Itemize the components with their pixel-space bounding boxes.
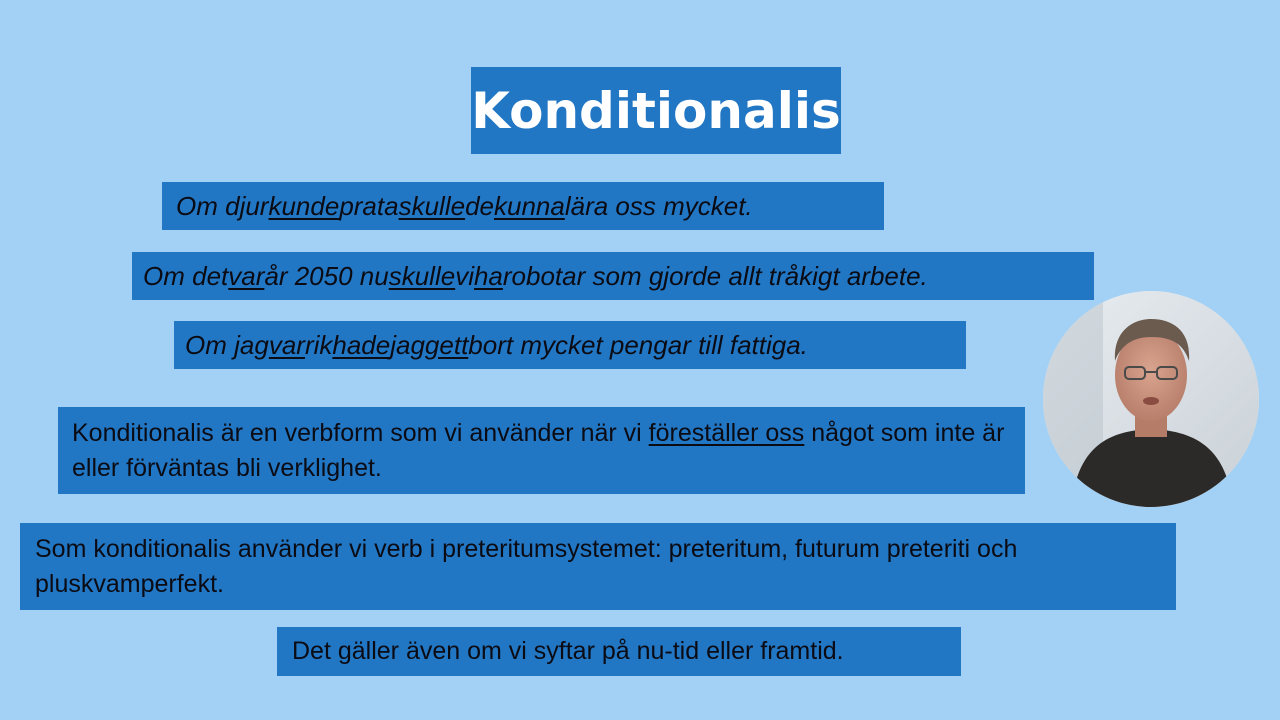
rule-paragraph: Som konditionalis använder vi verb i preteritumsystemet: preteritum, futurum preteriti och pluskvamperfekt. [20, 523, 1176, 610]
definition-after: något som inte är eller förväntas bli verklighet. [72, 419, 1005, 482]
example-2-part-6: robotar som gjorde allt tråkigt arbete. [502, 260, 928, 291]
example-3-part-6: bort mycket pengar till fattiga. [468, 329, 808, 360]
example-3-verb-var: var [268, 329, 305, 360]
example-1-verb-kunde: kunde [268, 190, 340, 221]
example-3-verb-gett: gett [424, 329, 469, 360]
presenter-webcam-avatar [1043, 291, 1259, 507]
example-3-part-0: Om jag [185, 329, 269, 360]
presenter-silhouette-icon [1043, 291, 1259, 507]
definition-paragraph [58, 407, 1025, 494]
example-1-verb-skulle: skulle [398, 190, 466, 221]
example-3-verb-hade: hade [332, 329, 391, 360]
example-2-verb-ha: ha [473, 260, 503, 291]
example-2-part-0: Om det [143, 260, 229, 291]
example-2-part-2: år 2050 nu [264, 260, 389, 291]
definition-before: Konditionalis är en verbform som vi använder när vi [72, 419, 649, 447]
example-2-verb-var: var [228, 260, 265, 291]
example-1-part-6: lära oss mycket. [564, 190, 753, 221]
example-sentence-1 [162, 182, 884, 230]
example-sentence-3 [174, 321, 966, 369]
example-3-part-2: rik [304, 329, 333, 360]
example-2-part-4: vi [455, 260, 474, 291]
example-3-part-4: jag [390, 329, 425, 360]
example-1-part-2: prata [339, 190, 399, 221]
slide-title: Konditionalis [471, 67, 841, 154]
example-sentence-2 [132, 252, 1094, 300]
example-1-part-4: de [465, 190, 494, 221]
example-2-verb-skulle: skulle [388, 260, 456, 291]
example-1-part-0: Om djur [176, 190, 269, 221]
definition-underlined: föreställer oss [648, 419, 805, 447]
note-paragraph: Det gäller även om vi syftar på nu-tid eller framtid. [277, 627, 961, 676]
example-1-verb-kunna: kunna [493, 190, 565, 221]
